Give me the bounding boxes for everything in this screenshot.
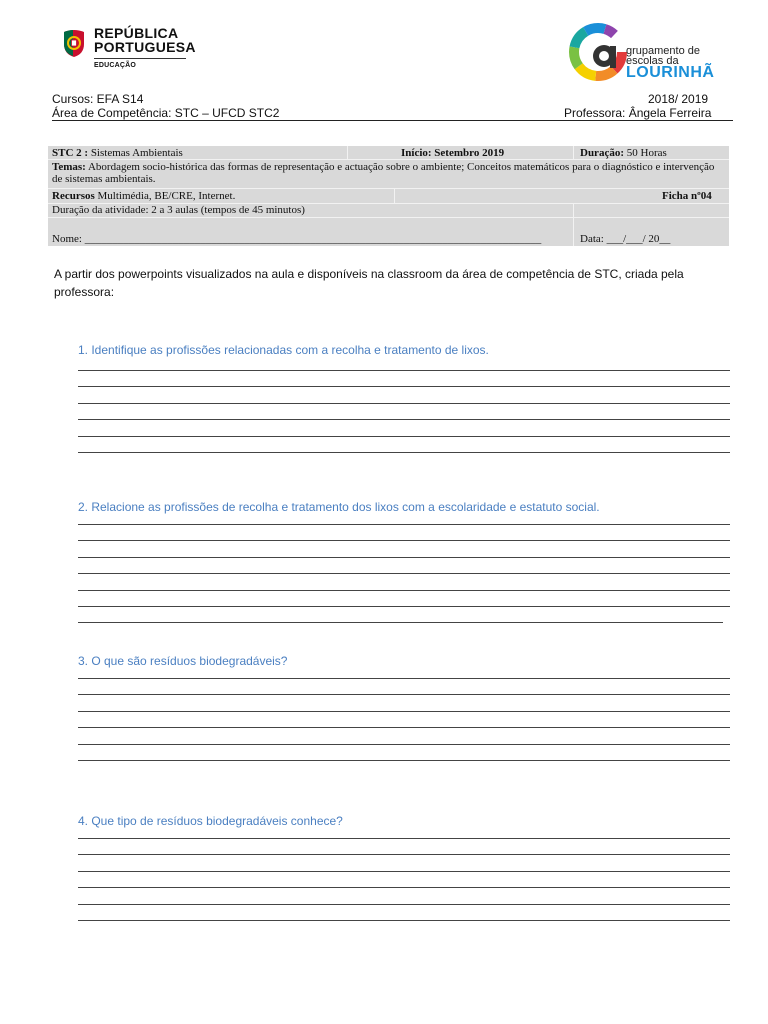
temas-label: Temas: <box>52 161 86 173</box>
duracao-atividade-cell: Duração da atividade: 2 a 3 aulas (tempos de 45 minutos) <box>52 204 305 216</box>
republica-text: REPÚBLICA <box>94 25 179 41</box>
data-field[interactable]: Data: ___/___/ 20__ <box>580 233 671 245</box>
answer-lines-3[interactable] <box>78 678 730 776</box>
question-4: 4. Que tipo de resíduos biodegradáveis conhece? <box>78 814 343 828</box>
temas-value: Abordagem socio-histórica das formas de representação e actuação sobre o ambiente; Conceitos matemáticos para o diagnóstico e intervenção de sistemas ambientais. <box>52 161 715 185</box>
duracao-cell <box>580 147 667 159</box>
area-competencia-text: Área de Competência: STC – UFCD STC2 <box>52 106 280 120</box>
cursos-text: Cursos: EFA S14 <box>52 92 144 106</box>
inicio-cell: Início: Setembro 2019 <box>401 147 505 159</box>
worksheet-info-table <box>48 146 729 246</box>
intro-text: A partir dos powerpoints visualizados na aula e disponíveis na classroom da área de competência de STC, criada pela professora: <box>54 267 684 299</box>
question-2: 2. Relacione as profissões de recolha e tratamento dos lixos com a escolaridade e estatuto social. <box>78 500 600 514</box>
question-3: 3. O que são resíduos biodegradáveis? <box>78 654 288 668</box>
recursos-cell <box>52 190 235 202</box>
portugal-emblem-icon <box>62 28 86 58</box>
temas-cell <box>52 161 724 185</box>
question-1: 1. Identifique as profissões relacionadas com a recolha e tratamento de lixos. <box>78 343 489 357</box>
republica-portuguesa-logo <box>62 26 202 74</box>
agrupamento-text: grupamento de <box>626 45 700 57</box>
logo-divider <box>94 58 186 59</box>
duracao-value: 50 Horas <box>624 147 667 159</box>
header-divider <box>52 120 733 121</box>
agrupamento-lourinha-logo <box>566 22 726 84</box>
answer-lines-2[interactable] <box>78 524 730 639</box>
stc-cell <box>52 147 183 159</box>
portuguesa-text: PORTUGUESA <box>94 39 196 55</box>
recursos-value: Multimédia, BE/CRE, Internet. <box>94 190 236 202</box>
school-year-text: 2018/ 2019 <box>648 92 709 106</box>
ficha-number: Ficha nº04 <box>662 190 712 202</box>
answer-lines-1[interactable] <box>78 370 730 468</box>
stc-value: Sistemas Ambientais <box>88 147 183 159</box>
stc-label: STC 2 : <box>52 147 89 159</box>
lourinha-text: LOURINHÃ <box>626 64 715 81</box>
educacao-text: EDUCAÇÃO <box>94 62 137 69</box>
recursos-label: Recursos <box>52 190 95 202</box>
escolas-text: escolas da <box>626 55 679 67</box>
nome-field[interactable]: Nome: ___________________________________________________________________________________ <box>52 233 542 245</box>
answer-lines-4[interactable] <box>78 838 730 936</box>
professora-text: Professora: Ângela Ferreira <box>564 106 712 120</box>
agrupamento-ring-icon <box>566 22 632 84</box>
duracao-label: Duração: <box>580 147 624 159</box>
